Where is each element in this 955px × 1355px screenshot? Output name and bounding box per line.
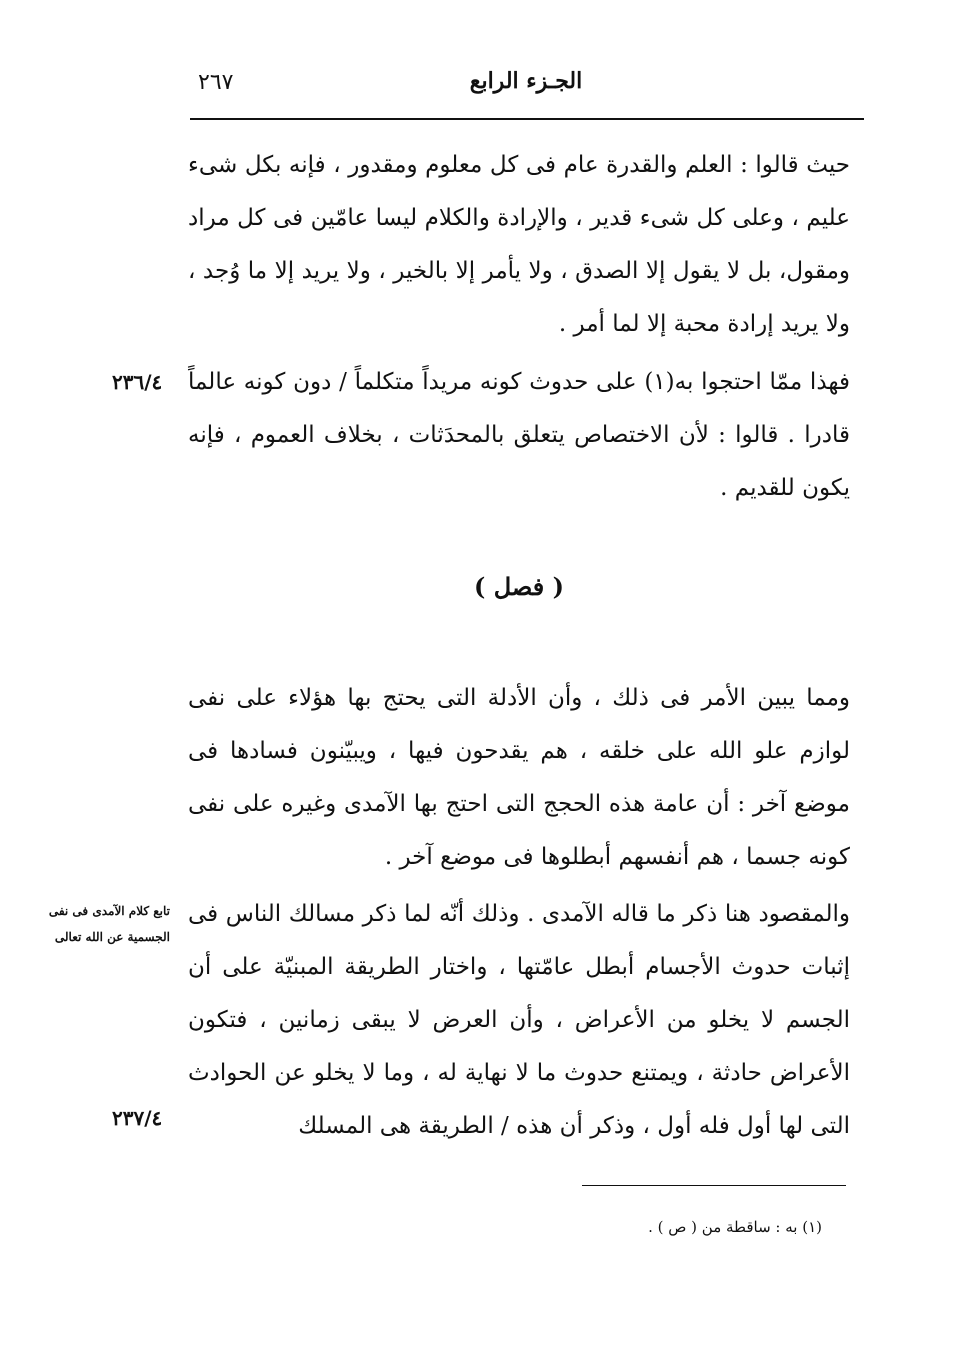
header-rule (190, 118, 864, 120)
page-number: ٢٦٧ (198, 70, 234, 95)
paragraph-1: حيث قالوا : العلم والقدرة عام فى كل معلوم ومقدور ، فإنه بكل شىء عليم ، وعلى كل شىء قدير ، والإرادة والكلام ليسا عامّين فى كل مراد ومقول، بل لا يقول إلا الصدق ، ولا يأمر إلا بالخير ، ولا يريد إلا ما وُجد ، ولا يريد إرادة محبة إلا لما أمر . (188, 152, 850, 337)
paragraph-3: ومما يبين الأمر فى ذلك ، وأن الأدلة التى يحتج بها هؤلاء على نفى لوازم علو الله على خلقه ، هم يقدحون فيها ، ويبيّنون فسادها فى موضع آخر : أن عامة هذه الحجج التى احتج بها الآمدى وغيره على نفى كونه جسما ، هم أنفسهم أبطلوها فى موضع آخر . (188, 685, 850, 870)
section-heading: ( فصل ) (474, 572, 564, 601)
page-header (190, 64, 862, 110)
running-title: الجـزء الرابع (469, 68, 583, 94)
margin-reference-1: ٢٣٦/٤ (112, 370, 163, 394)
footnote: (١) به : ساقطة من ( ص ) . (648, 1218, 822, 1236)
paragraph-4: والمقصود هنا ذكر ما قاله الآمدى . وذلك أنّه لما ذكر مسالك الناس فى إثبات حدوث الأجسام أبطل عامّتها ، واختار الطريقة المبنيّة على أن الجسم لا يخلو من الأعراض ، وأن العرض لا يبقى زمانين ، فتكون الأعراض حادثة ، ويمتنع حدوث ما لا نهاية له ، وما لا يخلو عن الحوادث التى لها أول فله أول ، وذكر أن هذه / الطريقة هى المسلك (188, 901, 850, 1139)
margin-note: تابع كلام الآمدى فى نفى الجسمية عن الله تعالى (48, 904, 170, 944)
footnote-rule (582, 1185, 846, 1186)
margin-reference-2: ٢٣٧/٤ (112, 1106, 163, 1130)
paragraph-2: فهذا ممّا احتجوا به(١) على حدوث كونه مريداً متكلماً / دون كونه عالماً قادرا . قالوا : لأن الاختصاص يتعلق بالمحدَثات ، بخلاف العموم ، فإنه يكون للقديم . (188, 369, 850, 501)
